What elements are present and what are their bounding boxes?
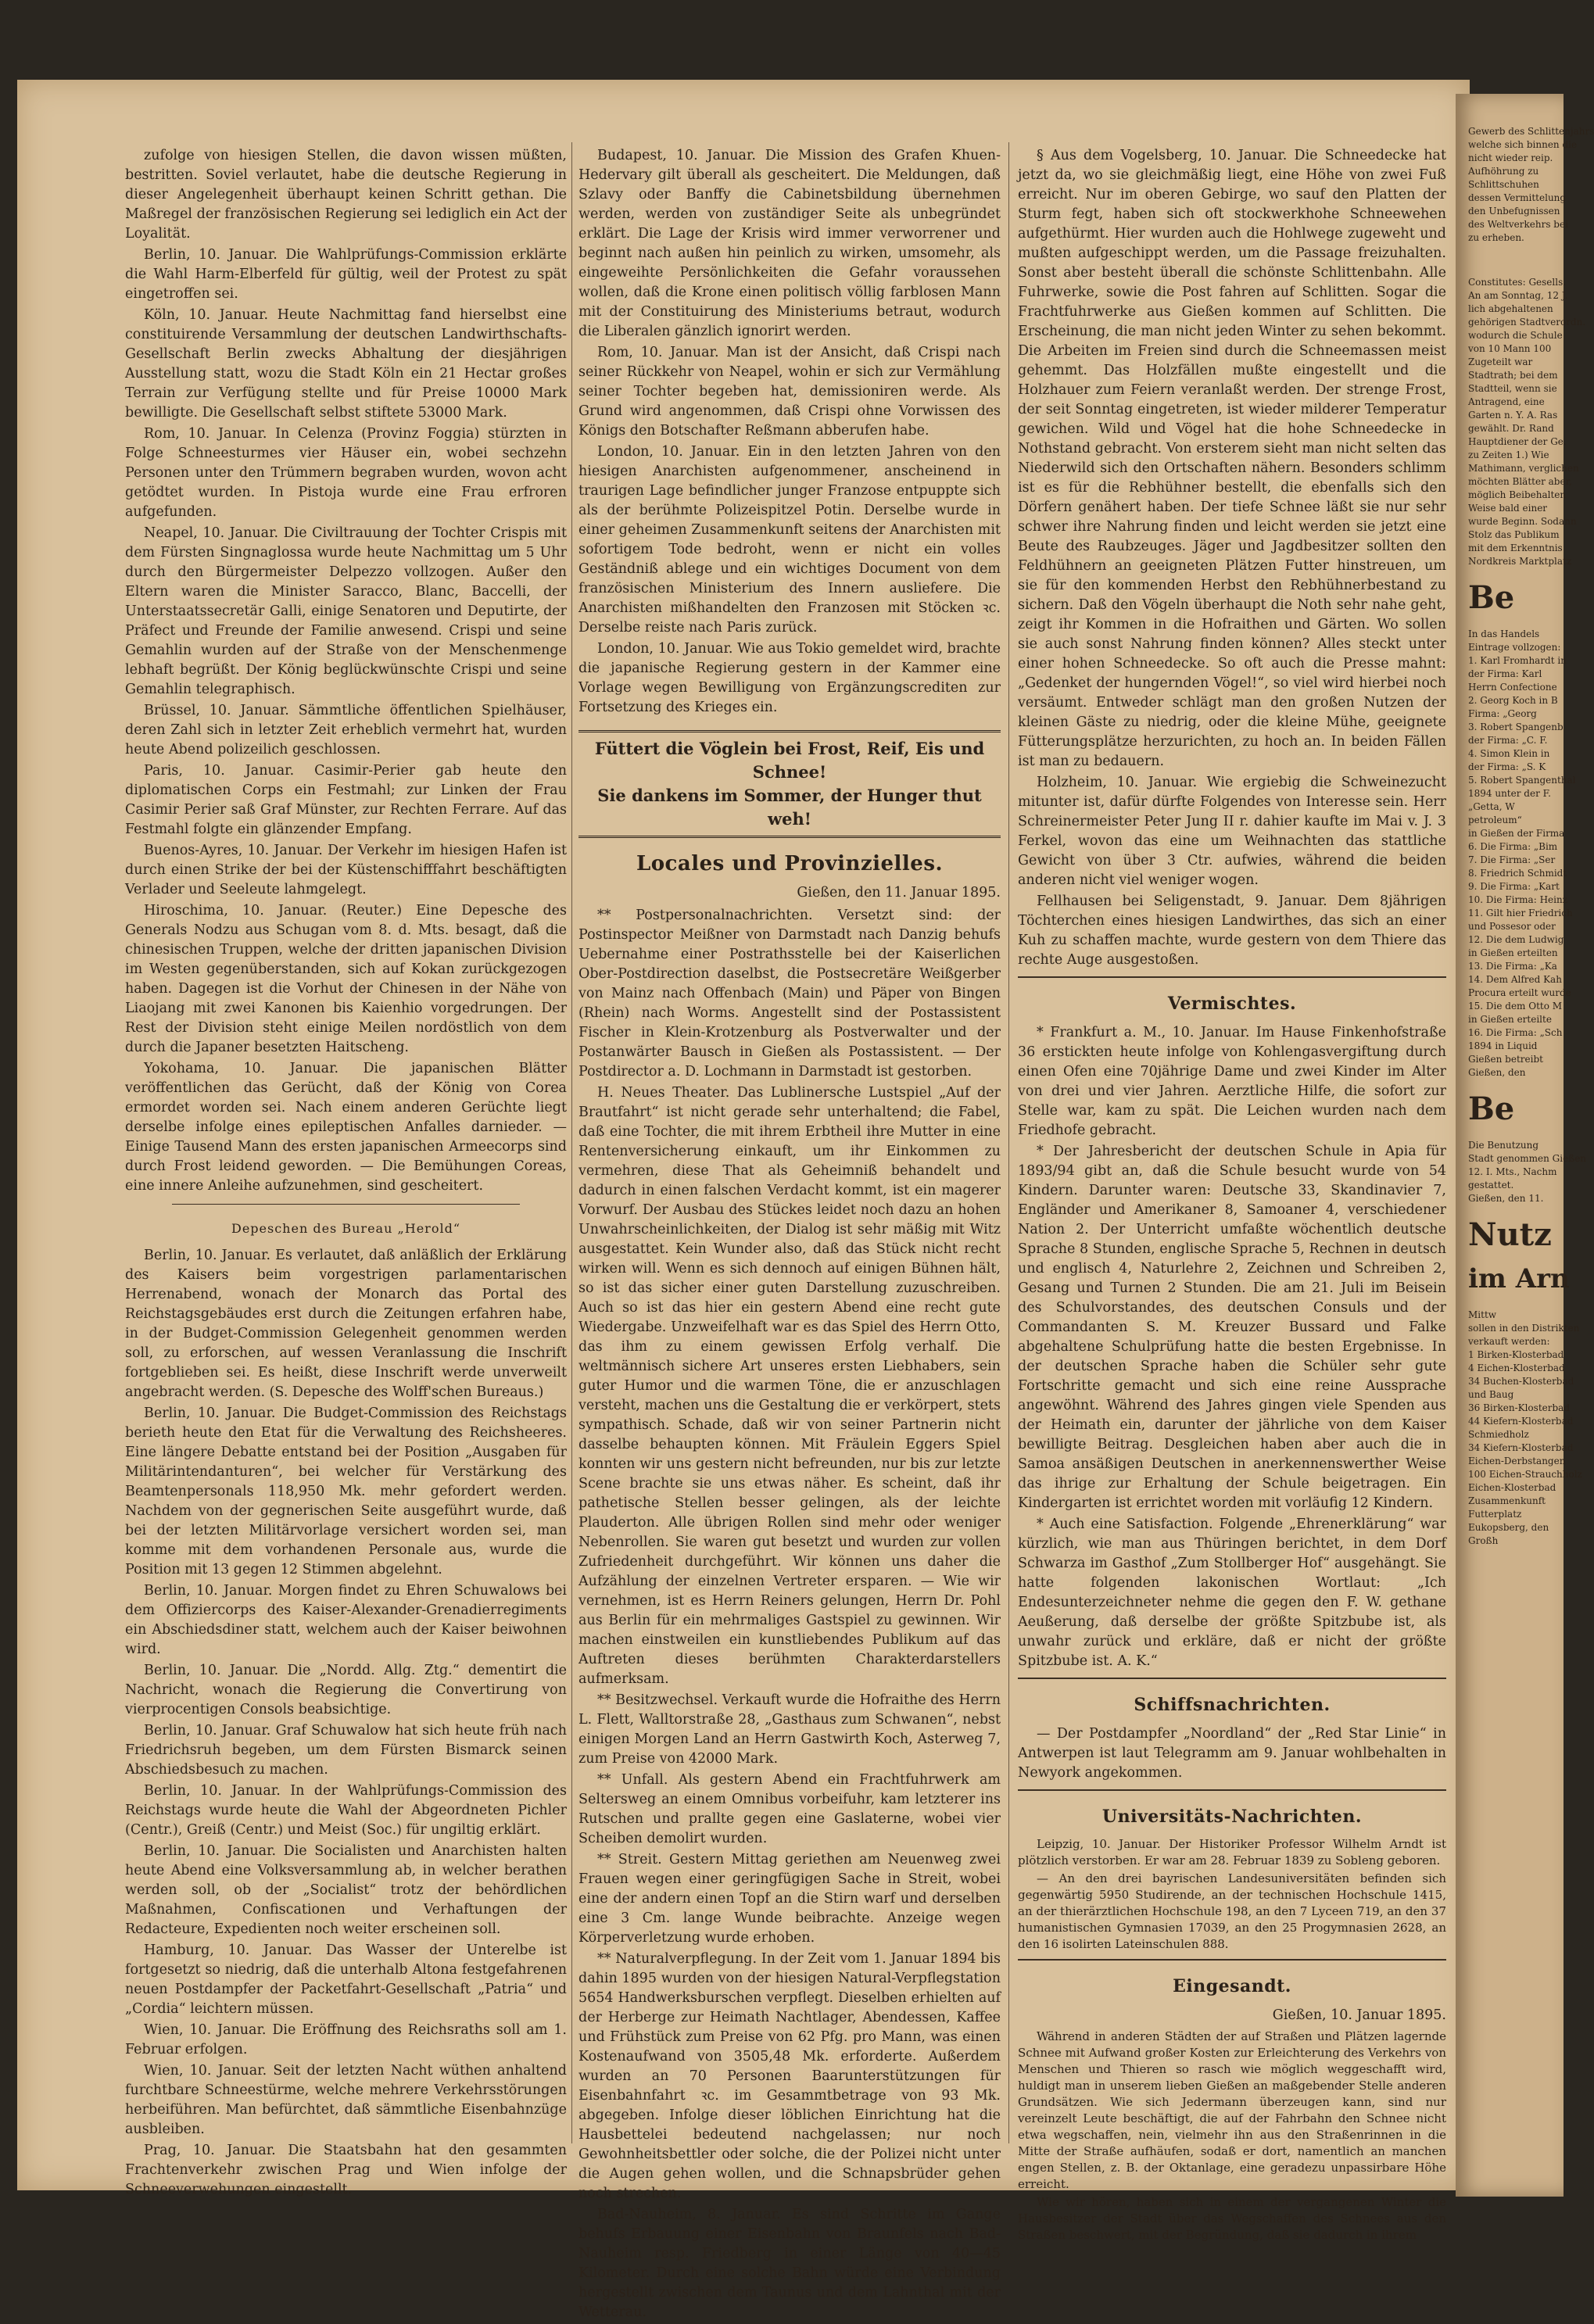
- line: 9. Die Firma: „Kart: [1468, 881, 1560, 892]
- dateline: Gießen, 10. Januar 1895.: [1272, 2007, 1446, 2023]
- line: 5. Robert Spangenthal: [1468, 775, 1576, 786]
- paragraph: Leipzig, 10. Januar. Der Historiker Professor Wilhelm Arndt ist plötzlich verstorben. Er war am 28. Februar 1839 zu Sobleng geboren.: [1018, 1837, 1446, 1867]
- paragraph: * Der Jahresbericht der deutschen Schule in Apia für 1893/94 gibt an, daß die Schule besucht wurde von 54 Kindern. Darunter waren: Deutsche 33, Skandinavier 7, Engländer und Amerikaner 8, Samoaner 4, verschiedener Nation 2. Der Unterricht umfaßte wöchentlich deutsche Sprache 8 Stunden, englische Sprache 5, Rechnen in deutsch und englisch 4, Naturlehre 2, Zeichnen und Schreiben 2, Gesang und Turnen 2 Stunden. Die am 21. Juli im Beisein des Schulvorstandes, des deutschen Consuls und der Commandanten S. M. Kreuzer Bussard und Falke abgehaltene Schulprüfung hatte die besten Ergebnisse. In der deutschen Sprache haben die Schüler sehr gute Fortschritte gemacht und sich eine reine Aussprache angewöhnt. Während des Jahres gingen viele Spenden aus der Heimath ein, darunter der jährliche von dem Kaiser bewilligte Beitrag. Desgleichen haben aber auch die in Samoa ansäßigen Deutschen in anerkennenswerther Weise das ihrige zur Erhaltung der Schule beigetragen. Ein Kindergarten ist errichtet worden mit vorläufig 12 Kindern.: [1018, 1144, 1446, 1511]
- paragraph: Fellhausen bei Seligenstadt, 9. Januar. Dem 8jährigen Töchterchen eines hiesigen Landwirthes, das sich an einer Kuh zu schaffen machte, wurde gestern von dem Thiere das rechte Auge ausgestoßen.: [1018, 893, 1446, 968]
- line: Die Benutzung: [1468, 1140, 1539, 1151]
- line: und Possesor oder: [1468, 921, 1556, 932]
- line: Procura erteilt wurde: [1468, 987, 1571, 998]
- notice-line: Sie dankens im Sommer, der Hunger thut weh!: [597, 786, 982, 829]
- line: möglich Beibehalten: [1468, 489, 1567, 500]
- paragraph: Yokohama, 10. Januar. Die japanischen Blätter veröffentlichen das Gerücht, daß der König von Corea ermordet worden sei. Nach einem anderen Gerüchte liegt derselbe infolge eines epileptischen Anfalles darnieder. — Einige Tausend Mann des ersten japanischen Armeecorps sind durch Frost leidend geworden. — Die Bemühungen Coreas, eine innere Anleihe aufzunehmen, sind gescheitert.: [125, 1061, 567, 1194]
- column-1: [125, 146, 567, 2201]
- line: 2. Georg Koch in B: [1468, 695, 1558, 706]
- paragraph: Neapel, 10. Januar. Die Civiltrauung der Tochter Crispis mit dem Fürsten Singnaglossa wurde heute Nachmittag um 5 Uhr durch den Bürgermeister Delpezzo vollzogen. Außer den Eltern waren die Minister Saracco, Blanc, Baccelli, der Unterstaatssecretär Galli, einige Senatoren und Deputirte, der Präfect und Freunde der Familie anwesend. Crispi und seine Gemahlin wurden auf der Straße von der Menschenmenge lebhaft begrüßt. Der König beglückwünschte Crispi und seine Gemahlin telegraphisch.: [125, 525, 567, 697]
- line: und Baug: [1468, 1389, 1514, 1400]
- line: der Firma: „S. K: [1468, 761, 1546, 772]
- line: Stadt genommen Gießen: [1468, 1153, 1587, 1164]
- line: 11. Gilt hier Friedrich: [1468, 908, 1573, 918]
- line: Zugeteilt war: [1468, 356, 1533, 367]
- paragraph: Hamburg, 10. Januar. Das Wasser der Unterelbe ist fortgesetzt so niedrig, daß die unterhalb Altona festgefahrenen neuen Postdampfer der Packetfahrt-Gesellschaft „Patria“ und „Cordia“ leichtern müssen.: [125, 1943, 567, 2017]
- paragraph: — Der Postdampfer „Noordland“ der „Red Star Linie“ in Antwerpen ist laut Telegramm am 9. Januar wohlbehalten in Newyork angekommen.: [1018, 1726, 1446, 1781]
- line: 1. Karl Fromhardt in: [1468, 655, 1567, 666]
- paragraph: Berlin, 10. Januar. Morgen findet zu Ehren Schuwalows bei dem Offiziercorps des Kaiser-Alexander-Grenadierregiments ein Abschiedsdiner statt, welchem auch der Kaiser beiwohnen wird.: [125, 1583, 567, 1657]
- paragraph: Paris, 10. Januar. Casimir-Perier gab heute den diplomatischen Corps ein Festmahl; zur Linken der Frau Casimir Perier saß Graf Münster, zur Rechten Ferrare. Auf das Festmahl folgte ein glänzender Empfang.: [125, 763, 567, 837]
- line: 7. Die Firma: „Ser: [1468, 854, 1556, 865]
- paragraph: Während in anderen Städten der auf Straßen und Plätzen lagernde Schnee mit Aufwand großer Kosten zur Erleichterung des Verkehrs von Menschen und Thieren so rasch wie möglich weggeschafft wird, huldigt man in unserem lieben Gießen an maßgebender Stelle anderen Grundsätzen. Wie sich Jedermann überzeugen kann, sind nur vereinzelt Leute beschäftigt, die auf der Fahrbahn den Schnee nicht etwa wegschaffen, nein, vielmehr ihn aus den Straßenrinnen in die Mitte der Straße aufhäufen, sodaß er dort, namentlich an manchen engen Stellen, z. B. der Oktanlage, eine geradezu unpassirbare Höhe erreicht.: [1018, 2029, 1446, 2191]
- line: petroleum“: [1468, 815, 1522, 825]
- section-heading-eingesandt: Eingesandt.: [1173, 1976, 1291, 1996]
- line: in Gießen erteilte: [1468, 1014, 1552, 1025]
- dateline: Gießen, den 11. Januar 1895.: [797, 885, 1001, 901]
- line: 34 Kiefern-Klosterbad: [1468, 1442, 1574, 1453]
- line: zu Zeiten 1.) Wie: [1468, 449, 1549, 460]
- section-heading-university: Universitäts-Nachrichten.: [1101, 1807, 1363, 1827]
- section-divider: [1018, 976, 1446, 978]
- paragraph: London, 10. Januar. Ein in den letzten Jahren von den hiesigen Anarchisten aufgenommener, anscheinend in traurigen Lage befindlicher junger Franzose entpuppte sich als der berühmte Polizeispitzel Potin. Derselbe wurde in einer geheimen Zusammenkunft seitens der Anarchisten mit sofortigem Tode bedroht, wenn er nicht ein volles Geständniß ablege und ein wichtiges Document von dem französischen Ministerium des Innern ausliefere. Die Anarchisten mißhandelten den Franzosen mit Stöcken ꝛc. Derselbe reiste nach Paris zurück.: [578, 444, 1001, 636]
- line: des Weltverkehrs bei: [1468, 219, 1568, 230]
- paragraph: Wien, 10. Januar. Die Eröffnung des Reichsraths soll am 1. Februar erfolgen.: [125, 2022, 567, 2057]
- line: 34 Buchen-Klosterbad: [1468, 1376, 1574, 1387]
- line: 4 Eichen-Klosterbad: [1468, 1363, 1565, 1373]
- line: 12. Die dem Ludwig: [1468, 934, 1564, 945]
- column-divider: [1008, 142, 1009, 2143]
- paragraph: § Aus dem Vogelsberg, 10. Januar. Die Schneedecke hat jetzt da, wo sie gleichmäßig liegt, eine Höhe von zwei Fuß erreicht. Nur im oberen Gebirge, wo sauf den Platten der Sturm fegt, haben sich oft stockwerkhohe Schneewehen aufgethürmt. Hier wurden auch die Hohlwege zugeweht und mußten aufgeschippt werden, um die Passage freizuhalten. Sonst aber besteht überall die schönste Schlittenbahn. Alle Fuhrwerke, sowie die Post fahren auf Schlitten. Sogar die Frachtfuhrwerke aus Gießen kommen auf Schlitten. Die Erscheinung, die man nicht jeden Winter zu sehen bekommt. Die Arbeiten im Freien sind durch die Schneemassen meist gehemmt. Das Holzfällen mußte eingestellt und die Holzhauer zum Feiern veranlaßt werden. Der strenge Frost, der seit Sonntag eingetreten, ist wieder milderer Temperatur gewichen. Wild und Vögel hat die hohe Schneedecke in Nothstand gebracht. Von ersterem sieht man nicht selten das Niederwild sich den Ortschaften nähern. Besonders schlimm ist es für die Rebhühner bestellt, die ebenfalls sich den Dörfern genähert haben. Der tiefe Schnee läßt sie nur sehr schwer ihre Nahrung finden und leicht werden sie jetzt eine Beute des Raubzeuges. Jäger und Jagdbesitzer sollten den Feldhühnern an geeigneten Plätzen Futter hinstreuen, um sie für den kommenden Herbst den Rebhühnerbestand zu sichern. Daß den Vögeln überhaupt die Noth sehr nahe geht, zeigt ihr Kommen in die Hofraithen und Gärten. Wo sollen sie auch sonst Nahrung finden können? Alles steckt unter einer hohen Schneedecke. So oft auch die Presse mahnt: „Gedenket der hungernden Vögel!“, so viel wird hierbei noch versäumt. Entweder schlägt man den großen Nutzen der kleinen Gäste zu niedrig, oder die kleine Mühe, geeignete Fütterungsplätze herzurichten, zu hoch an. In beiden Fällen ist man zu bedauern.: [1018, 148, 1446, 769]
- newspaper-page: [17, 80, 1470, 2320]
- line: Mittw: [1468, 1309, 1497, 1320]
- paragraph: Berlin, 10. Januar. Die Wahlprüfungs-Commission erklärte die Wahl Harm-Elberfeld für gültig, weil der Protest zu spät eingetroffen sei.: [125, 247, 567, 302]
- line: Großh: [1468, 1535, 1499, 1546]
- line: 100 Eichen-Strauchholz: [1468, 1469, 1582, 1480]
- paragraph: ** Naturalverpflegung. In der Zeit vom 1. Januar 1894 bis dahin 1895 wurden von der hiesigen Natural-Verpflegstation 5654 Handwerksburschen verpflegt. Dieselben erhielten auf der Herberge zur Heimath Nachtlager, Abendessen, Kaffee und Frühstück zum Preise von 62 Pfg. pro Mann, was einen Kostenaufwand von 3505,48 Mk. erforderte. Außerdem wurden an 70 Personen Baarunterstützungen für Eisenbahnfahrt ꝛc. im Gesammtbetrage von 93 Mk. abgegeben. Infolge dieser löblichen Einrichtung hat die Hausbettelei bedeutend nachgelassen; nur noch Gewohnheitsbettler oder solche, die der Polizei nicht unter die Augen gehen wollen, und die Schnapsbrüder gehen noch strechen.: [578, 1951, 1001, 2201]
- line: 8. Friedrich Schmidt: [1468, 868, 1567, 879]
- paragraph: Hiroschima, 10. Januar. (Reuter.) Eine Depesche des Generals Nodzu aus Schugan vom 8. d. Mts. besagt, daß die chinesischen Truppen, welche der dritten japanischen Division im Westen gegenüberstanden, sich auf Kokan zurückgezogen haben. Dagegen ist die Vorhut der Chinesen in der Nähe von Liaojang mit zwei Kanonen bis Kaienhio vorgedrungen. Der Rest der Division steht einige Meilen nordöstlich von dem durch die Japaner besetzten Haitscheng.: [125, 903, 567, 1055]
- line: 4. Simon Klein in: [1468, 748, 1550, 759]
- line: 13. Die Firma: „Ka: [1468, 961, 1557, 972]
- line: nicht wieder reip.: [1468, 152, 1553, 163]
- paragraph: H. Neues Theater. Das Lublinersche Lustspiel „Auf der Brautfahrt“ ist nicht gerade sehr unterhaltend; die Fabel, daß eine Tochter, die mit ihrem Erbtheil ihre Mutter in eine Rentenversicherung einkauft, um ihr Einkommen zu vermehren, diese That als Geheimniß behandelt und dadurch in einen falschen Verdacht kommt, ist ein magerer Vorwurf. Der Ausbau des Stückes leidet noch dazu an hohen Unwahrscheinlichkeiten, der Dialog ist sehr mäßig mit Witz ausgestattet. Kein Wunder also, daß das Stück nicht recht wirken will. Wenn es sich dennoch auf einigen Bühnen hält, so ist das sicher einer guten Darstellung zuzuschreiben. Auch so ist das hier ein gestern Abend eine recht gute Wiedergabe. Unzweifelhaft war es das Spiel des Herrn Otto, das ihm zu einem gewissen Erfolg verhalf. Die weltmännisch sichere Art unseres ersten Liebhabers, sein guter Humor und die warmen Töne, die er anzuschlagen versteht, machen uns die Gestaltung die er verkörpert, stets sympathisch. Schade, daß wir von seiner Partnerin nicht dasselbe behaupten können. Mit Fräulein Eggers Spiel konnten wir uns gestern nicht befreunden, nur bis zur letzte Scene brachte sie uns etwas näher. Es scheint, daß ihr pathetische Stellen besser gelingen, als der leichte Plauderton. Alle übrigen Rollen sind mehr oder weniger Nebenrollen. Sie waren gut besetzt und wurden zur vollen Zufriedenheit durchgeführt. Wir können uns daher die Aufzählung der einzelnen Vertreter ersparen. — Wie wir vernehmen, ist es Herrn Reiners gelungen, Herrn Dr. Pohl aus Berlin für ein mehrmaliges Gastspiel zu gewinnen. Wir machen einstweilen ein kunstliebendes Publikum auf das Auftreten dieses berühmten Charakterdarstellers aufmerksam.: [578, 1085, 1001, 1687]
- section-divider: [1018, 1789, 1446, 1791]
- line: Eintrage vollzogen:: [1468, 642, 1561, 653]
- paragraph: ** Streit. Gestern Mittag geriethen am Neuenweg zwei Frauen wegen einer geringfügigen Sache in Streit, wobei eine der andern einen Topf an die Stirn warf und derselben eine 3 Cm. lange Wunde beibrachte. Anzeige wegen Körperverletzung wurde erhoben.: [578, 1852, 1001, 1946]
- line: Futterplatz: [1468, 1509, 1522, 1520]
- paragraph: * Auch eine Satisfaction. Folgende „Ehrenerklärung“ war kürzlich, wie man aus Thüringen berichtet, in dem Dorf Schwarza im Gasthof „Zum Stollberger Hof“ ausgehängt. Sie hatte folgenden lakonischen Wortlaut: „Ich Endesunterzeichneter nehme die gegen den F. W. gethane Aeußerung, daß derselbe der größte Spitzbube ist, als unwahr zurück und erkläre, daß er nicht der größte Spitzbube ist. A. K.“: [1018, 1517, 1446, 1669]
- line: sollen in den Distrikten: [1468, 1323, 1580, 1334]
- line: Gießen betreibt: [1468, 1054, 1543, 1065]
- heading: Be: [1468, 579, 1515, 616]
- line: Constitutes: Gesells.: [1468, 277, 1567, 288]
- section-heading-misc: Vermischtes.: [1167, 994, 1297, 1014]
- line: 15. Die dem Otto M: [1468, 1001, 1563, 1012]
- line: 1 Birken-Klosterbad: [1468, 1349, 1564, 1360]
- line: Nordkreis Marktplatz: [1468, 556, 1572, 567]
- paragraph: zufolge von hiesigen Stellen, die davon wissen müßten, bestritten. Soviel verlautet, habe die deutsche Regierung in dieser Angelegenheit überhaupt keinen Schritt gethan. Die Maßregel der französischen Regierung sei lediglich ein Act der Loyalität.: [125, 148, 567, 242]
- paragraph: Bad-Nauheim, 8. Januar. Es sind Schritte im Gange behufs Erbauung einer Eisenbahn von Braunfels nach Bad-Nauheim resp. Friedberg in einer Länge von 40—45 Kilometer. Durch eine solche Bahn würde eine Verbindung hergestellt zwischen dem Taunus und dem Lahnthal mit der Wetterau.: [578, 2207, 1001, 2320]
- line: welche sich binnen die: [1468, 139, 1578, 150]
- line: Zusammenkunft: [1468, 1495, 1546, 1506]
- line: gehörigen Stadtverordn.: [1468, 317, 1586, 328]
- line: 36 Birken-Klosterbad: [1468, 1402, 1570, 1413]
- line: 1894 in Liquid: [1468, 1040, 1538, 1051]
- line: verkauft werden:: [1468, 1336, 1550, 1347]
- line: Garten n. Y. A. Ras: [1468, 410, 1558, 421]
- paragraph: Berlin, 10. Januar. Es verlautet, daß anläßlich der Erklärung des Kaisers beim vorgestrigen parlamentarischen Herrenabend, wonach der Monarch das Portal des Reichstagsgebäudes erst durch die Zeitungen erfahren habe, in der Budget-Commission Gelegenheit genommen werden soll, zu erforschen, auf wessen Veranlassung die Inschrift fortgeblieben sei. Es heißt, diese Inschrift werde unverweilt angebracht werden. (S. Depesche des Wolff'schen Bureaus.): [125, 1248, 567, 1400]
- line: von 10 Mann 100: [1468, 343, 1552, 354]
- line: Eichen-Derbstangen: [1468, 1456, 1566, 1466]
- paragraph: Berlin, 10. Januar. Die Socialisten und Anarchisten halten heute Abend eine Volksversammlung ab, in welcher berathen werden soll, ob der „Socialist“ trotz der behördlichen Maßnahmen, Confiscationen und Verhaftungen der Redacteure, Expedienten noch weiter erscheinen soll.: [125, 1843, 567, 1937]
- line: Stadtteil, wenn sie: [1468, 383, 1557, 394]
- line: Schmiedholz: [1468, 1429, 1529, 1440]
- paragraph: Wie wir hören, haben sich in einem der vergangenen Winter die Hausbesitzer der Stadt über das Wegschaffen des Schnees aus den Straßen beschwert, mit der Begründung, daß sie dadurch in ihrem: [1018, 2195, 1446, 2242]
- line: Gewerb des Schlittenjahrs: [1468, 126, 1594, 137]
- line: 3. Robert Spangenb: [1468, 722, 1564, 732]
- line: Antragend, eine: [1468, 396, 1545, 407]
- line: 44 Kiefern-Klosterbad: [1468, 1416, 1574, 1427]
- line: An am Sonntag, 12 J.: [1468, 290, 1568, 301]
- paragraph: — An den drei bayrischen Landesuniversitäten befinden sich gegenwärtig 5950 Studirende, an der technischen Hochschule 1415, an der thierärztlichen Hochschule 198, an den 7 Lyceen 719, an den 37 humanistischen Gymnasien 17039, an den 25 Progymnasien 2628, an den 16 isolirten Lateinschulen 888.: [1018, 1871, 1446, 1951]
- column-3: [1018, 146, 1446, 2245]
- heading: Be: [1468, 1090, 1515, 1127]
- line: der Firma: Karl: [1468, 668, 1542, 679]
- line: Weise bald einer: [1468, 503, 1548, 514]
- bird-feeding-notice: [578, 730, 1001, 838]
- line: in Gießen der Firma: [1468, 828, 1565, 839]
- line: Schlittschuhen: [1468, 179, 1539, 190]
- paragraph: Buenos-Ayres, 10. Januar. Der Verkehr im hiesigen Hafen ist durch einen Strike der bei der Küstenschifffahrt beschäftigten Verlader und Seeleute lahmgelegt.: [125, 843, 567, 897]
- line: „Getta, W: [1468, 801, 1515, 812]
- paragraph: * Frankfurt a. M., 10. Januar. Im Hause Finkenhofstraße 36 erstickten heute infolge von Kohlengasvergiftung durch einen Ofen eine 70jährige Dame und zwei Kinder im Alter von drei und vier Jahren. Aerztliche Hilfe, die sofort zur Stelle war, kam zu spät. Die Leichen wurden nach dem Friedhofe gebracht.: [1018, 1025, 1446, 1138]
- paragraph: Holzheim, 10. Januar. Wie ergiebig die Schweinezucht mitunter ist, dafür dürfte Folgendes von Interesse sein. Herr Schreinermeister Peter Jung II r. dahier kaufte im Mai v. J. 3 Ferkel, wovon das eine um Weihnachten das stattliche Gewicht von über 3 Ctr. aufwies, während die beiden anderen nicht viel weniger wogen.: [1018, 775, 1446, 888]
- line: den Unbefugnissen: [1468, 206, 1560, 217]
- line: zu erheben.: [1468, 232, 1524, 243]
- line: gewählt. Dr. Rand: [1468, 423, 1554, 434]
- line: Eukopsberg, den: [1468, 1522, 1549, 1533]
- section-divider: [1018, 1959, 1446, 1961]
- line: Hauptdiener der Ge.: [1468, 436, 1567, 447]
- line: 10. Die Firma: Heinz: [1468, 894, 1568, 905]
- section-divider: [172, 1204, 520, 1205]
- paragraph: Berlin, 10. Januar. In der Wahlprüfungs-Commission des Reichstags wurde heute die Wahl der Abgeordneten Pichler (Centr.), Greiß (Centr.) und Meist (Soc.) für ungiltig erklärt.: [125, 1783, 567, 1838]
- paragraph: Budapest, 10. Januar. Die Mission des Grafen Khuen-Hedervary gilt überall als gescheitert. Die Meldungen, daß Szlavy oder Banffy die Cabinetsbildung übernehmen werden, werden von zuständiger Seite als unbegründet erklärt. Die Lage der Krisis wird immer verworrener und beginnt nach außen hin peinlich zu wirken, umsomehr, als eingeweihte Persönlichkeiten die Gefahr voraussehen wollen, daß die Krone einen politisch völlig farblosen Mann mit der Constituirung des Ministeriums betraut, wodurch die Liberalen gänzlich ignorirt werden.: [578, 148, 1001, 339]
- paragraph: Rom, 10. Januar. In Celenza (Provinz Foggia) stürzten in Folge Schneesturmes vier Häuser ein, wobei sechzehn Personen unter den Trümmern begraben wurden, wovon acht getödtet wurden. In Pistoja wurde eine Frau erfroren aufgefunden.: [125, 426, 567, 520]
- heading: Nutz: [1468, 1216, 1552, 1253]
- line: Stadtrath; bei dem: [1468, 370, 1558, 381]
- line: 1894 unter der F.: [1468, 788, 1551, 799]
- line: möchten Blätter aber,: [1468, 476, 1572, 487]
- adjacent-page-text: [1468, 125, 1594, 1548]
- line: Mathimann, verglichen: [1468, 463, 1579, 474]
- line: dessen Vermittelung: [1468, 192, 1567, 203]
- notice-line: Füttert die Vöglein bei Frost, Reif, Eis und Schnee!: [594, 739, 985, 782]
- section-divider: [1018, 1678, 1446, 1679]
- line: 16. Die Firma: „Sch: [1468, 1027, 1563, 1038]
- column-divider: [571, 142, 572, 2143]
- line: Aufhöhrung zu: [1468, 166, 1539, 177]
- paragraph: Berlin, 10. Januar. Graf Schuwalow hat sich heute früh nach Friedrichsruh begeben, um dem Fürsten Bismarck seinen Abschiedsbesuch zu machen.: [125, 1723, 567, 1778]
- column-2: [578, 146, 1001, 2324]
- line: mit dem Erkenntnis: [1468, 543, 1563, 553]
- line: Firma: „Georg: [1468, 708, 1537, 719]
- line: 6. Die Firma: „Bim: [1468, 841, 1558, 852]
- paragraph: Köln, 10. Januar. Heute Nachmittag fand hierselbst eine constituirende Versammlung der deutschen Landwirthschafts-Gesellschaft Berlin zwecks Abhaltung der diesjährigen Ausstellung statt, wozu die Stadt Köln ein 21 Hectar großes Terrain zur Verfügung stellte und für Preise 10000 Mark bewilligte. Die Gesellschaft selbst stiftete 53000 Mark.: [125, 307, 567, 421]
- paragraph: Berlin, 10. Januar. Die Budget-Commission des Reichstags berieth heute den Etat für die Verwaltung des Reichsheeres. Eine längere Debatte entstand bei der Position „Ausgaben für Militärintendanturen“, bei welcher für Verstärkung des Beamtenpersonals 118,950 Mk. mehr gefordert werden. Nachdem von der gegnerischen Seite ausgeführt wurde, daß bei der letzten Militärvorlage versichert worden sei, man komme mit dem vorhandenen Personale aus, wurde die Position mit 13 gegen 12 Stimmen abgelehnt.: [125, 1406, 567, 1577]
- paragraph: Berlin, 10. Januar. Die „Nordd. Allg. Ztg.“ dementirt die Nachricht, wonach die Regierung die Convertirung von vierprocentigen Consols beabsichtige.: [125, 1663, 567, 1717]
- line: wodurch die Schule: [1468, 330, 1563, 341]
- line: In das Handels: [1468, 628, 1540, 639]
- line: der Firma: „C. F.: [1468, 735, 1548, 746]
- line: Gießen, den 11.: [1468, 1193, 1544, 1204]
- paragraph: Brüssel, 10. Januar. Sämmtliche öffentlichen Spielhäuser, deren Zahl sich in letzter Zeit erheblich vermehrt hat, wurden heute Abend polizeilich geschlossen.: [125, 703, 567, 757]
- paragraph: London, 10. Januar. Wie aus Tokio gemeldet wird, brachte die japanische Regierung gestern in der Kammer eine Vorlage wegen Bewilligung von Ergänzungscrediten zur Fortsetzung des Krieges ein.: [578, 641, 1001, 715]
- line: Gießen, den: [1468, 1067, 1526, 1078]
- line: gestattet.: [1468, 1180, 1514, 1191]
- line: Herrn Confectione: [1468, 682, 1557, 693]
- section-heading-ships: Schiffsnachrichten.: [1134, 1695, 1331, 1715]
- section-heading-local: Locales und Provinzielles.: [636, 852, 944, 876]
- line: Stolz das Publikum: [1468, 529, 1560, 540]
- line: Eichen-Klosterbad: [1468, 1482, 1556, 1493]
- adjacent-page: [1456, 94, 1594, 2197]
- line: 12. I. Mts., Nachm: [1468, 1166, 1557, 1177]
- paragraph: Wien, 10. Januar. Seit der letzten Nacht wüthen anhaltend furchtbare Schneestürme, welche mehrere Verkehrsstörungen herbeiführen. Man befürchtet, daß sämmtliche Eisenbahnzüge ausbleiben.: [125, 2063, 567, 2137]
- line: lich abgehaltenen: [1468, 303, 1553, 314]
- line: wurde Beginn. Sodann: [1468, 516, 1577, 527]
- paragraph: Prag, 10. Januar. Die Staatsbahn hat den gesammten Frachtenverkehr zwischen Prag und Wien infolge der Schneeverwehungen eingestellt.: [125, 2143, 567, 2197]
- line: in Gießen erteilten: [1468, 947, 1558, 958]
- paragraph: Rom, 10. Januar. Man ist der Ansicht, daß Crispi nach seiner Rückkehr von Neapel, wohin er sich zur Vermählung seiner Tochter begeben hat, demissioniren werde. Als Grund wird angenommen, daß Crispi ohne Vorwissen des Königs den Botschafter Reßmann abberufen habe.: [578, 345, 1001, 439]
- heading: im Arn: [1468, 1263, 1570, 1294]
- section-heading-bureau: Depeschen des Bureau „Herold“: [231, 1221, 460, 1236]
- paragraph: ** Unfall. Als gestern Abend ein Frachtfuhrwerk am Seltersweg an einem Omnibus vorbeifuhr, kam letzterer ins Rutschen und prallte gegen eine Gaslaterne, wobei vier Scheiben demolirt wurden.: [578, 1772, 1001, 1846]
- line: 14. Dem Alfred Kah: [1468, 974, 1562, 985]
- paragraph: ** Postpersonalnachrichten. Versetzt sind: der Postinspector Meißner von Darmstadt nach Danzig behufs Uebernahme einer Postrathsstelle bei der Kaiserlichen Ober-Postdirection daselbst, die Postsecretäre Weißgerber von Mainz nach Offenbach (Main) und Päper von Bingen (Rhein) nach Worms. Angestellt sind der Postassistent Fischer in Klein-Krotzenburg als Postverwalter und der Postanwärter Bausch in Gießen als Postassistent. — Der Postdirector a. D. Lochmann in Darmstadt ist gestorben.: [578, 908, 1001, 1080]
- paragraph: ** Besitzwechsel. Verkauft wurde die Hofraithe des Herrn L. Flett, Walltorstraße 28, „Gasthaus zum Schwanen“, nebst einigen Morgen Land an Herrn Gastwirth Koch, Asterweg 7, zum Preise von 42000 Mark.: [578, 1692, 1001, 1767]
